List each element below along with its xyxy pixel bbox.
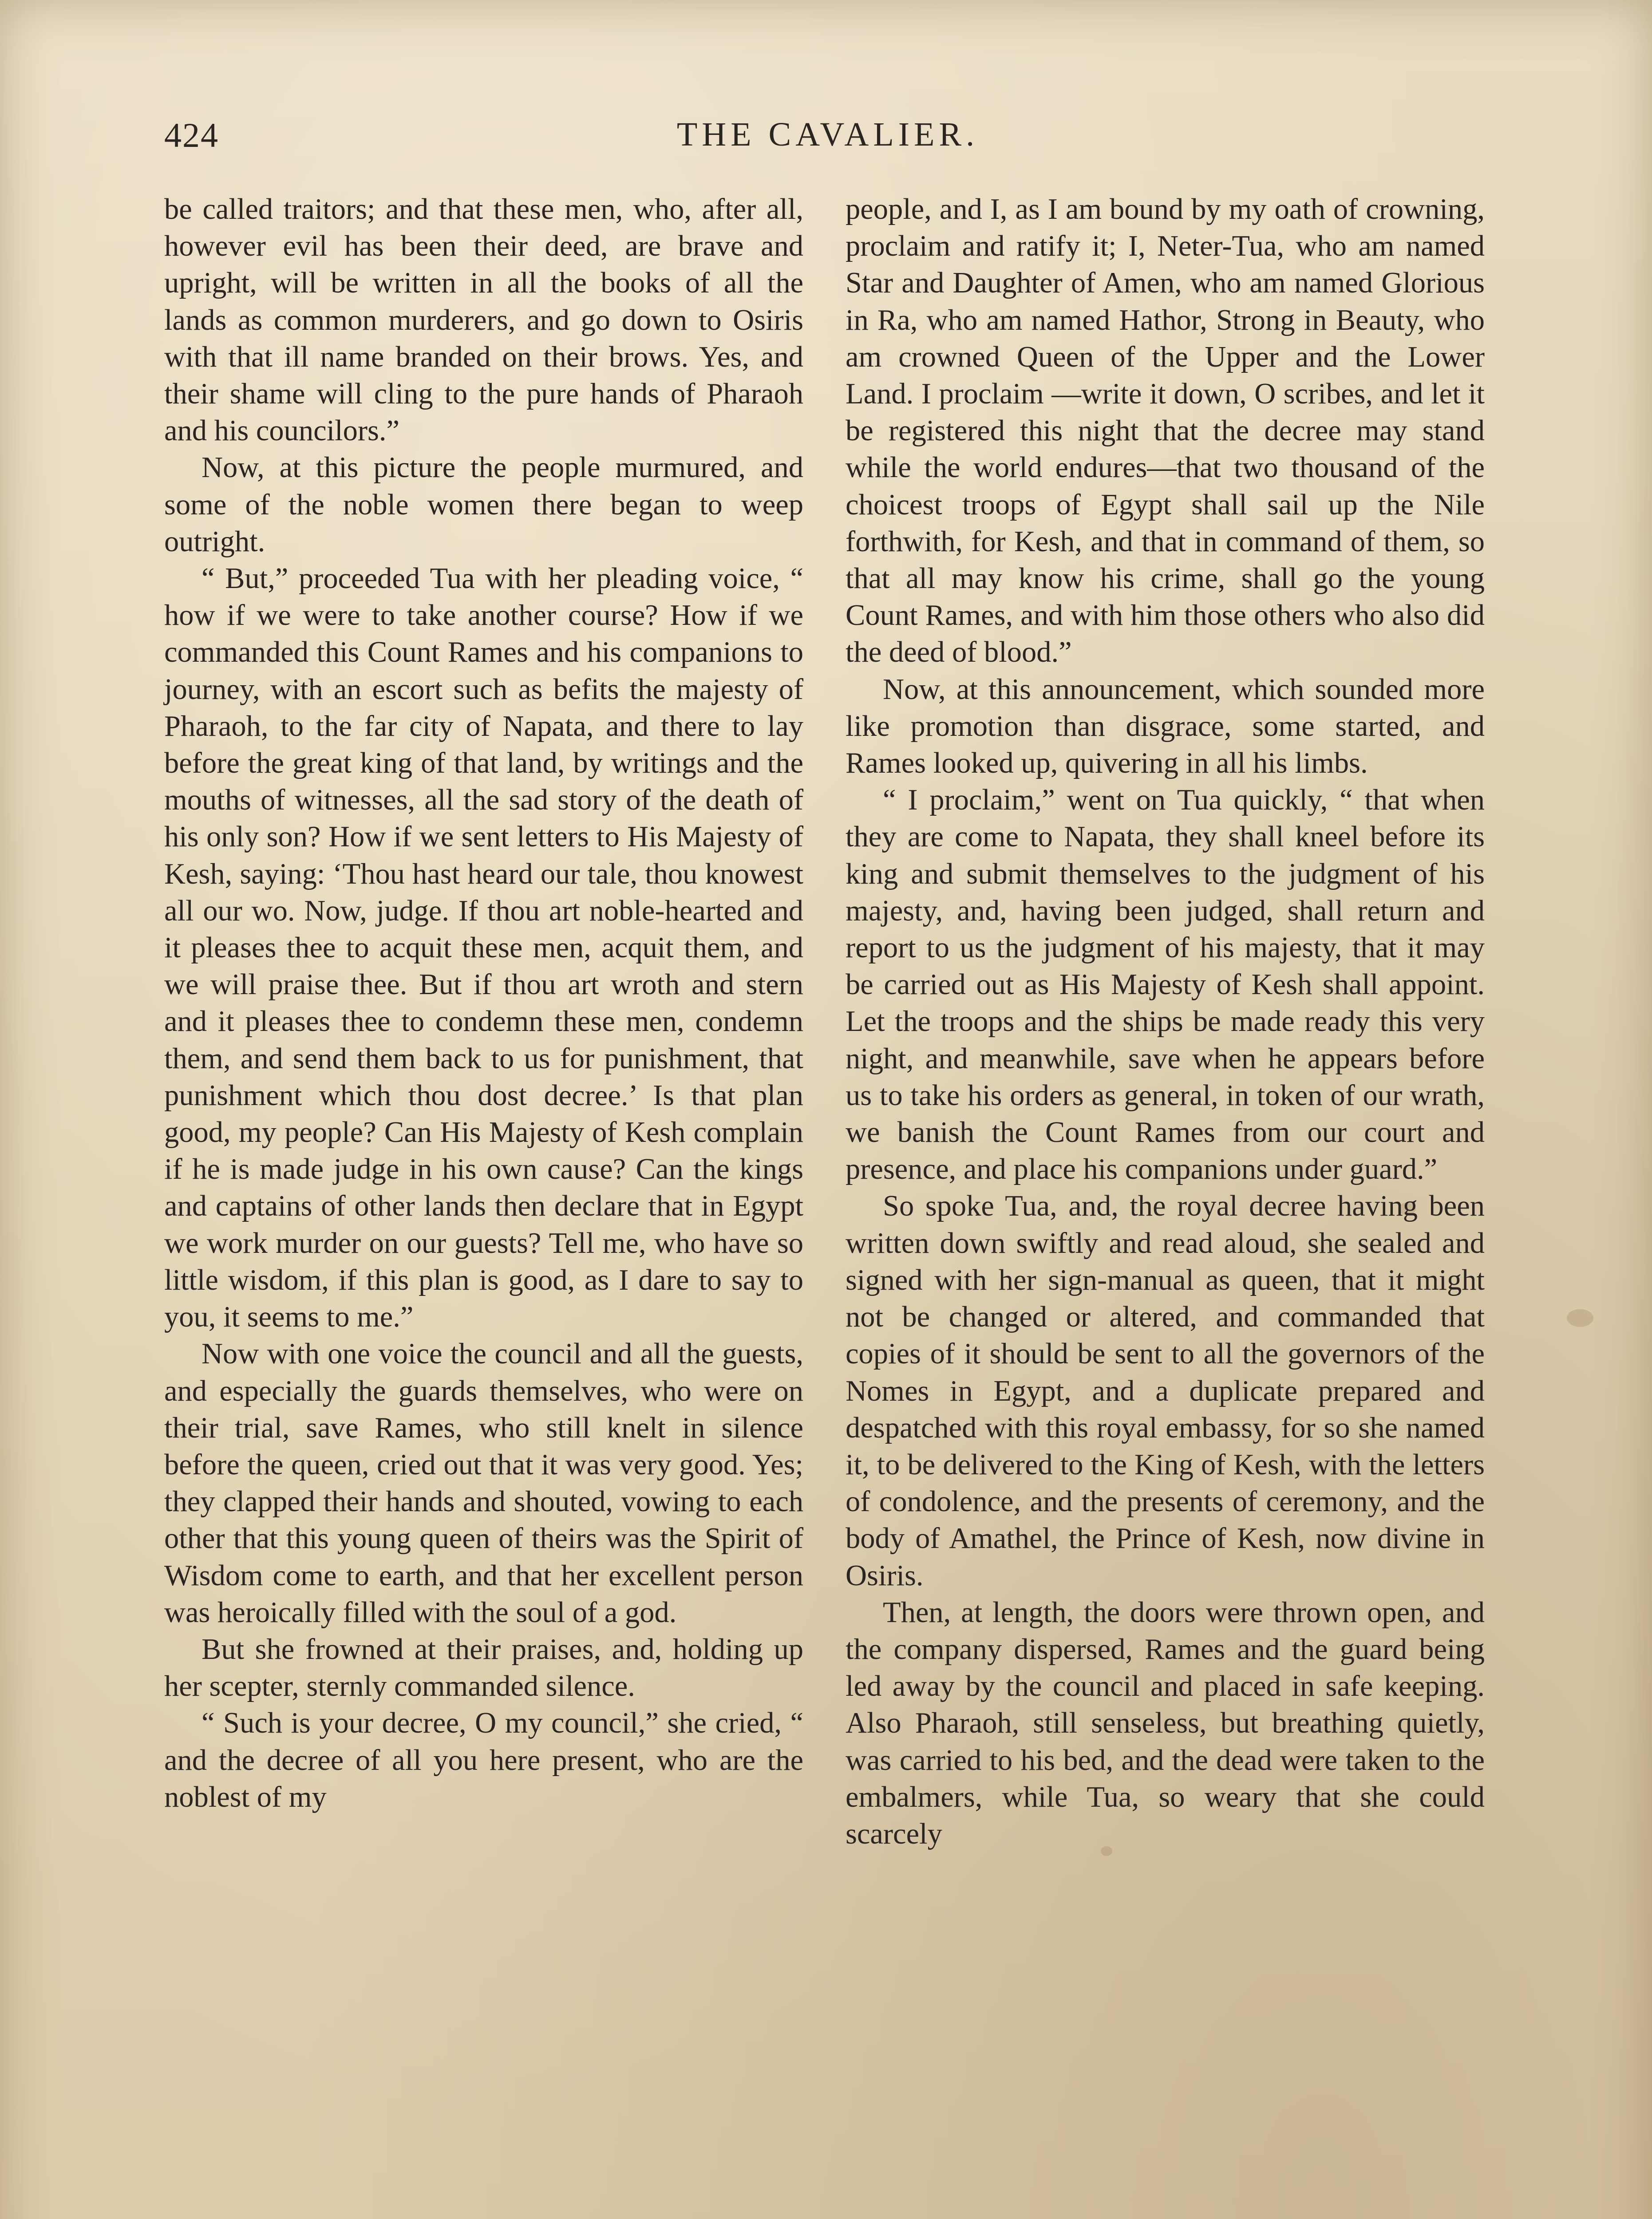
paragraph: Now, at this picture the people murmured, and some of the noble women there began to weep outright. [164,451,803,558]
paragraph: “ But,” proceeded Tua with her pleading voice, “ how if we were to take another course? How if we commanded this Count Rames and his companions to journey, with an escort such as befits the majesty of Pharaoh, to the far city of Napata, and there to lay before the great king of that land, by writings and the mouths of witnesses, all the sad story of the death of his only son? How if we sent letters to His Majesty of Kesh, saying: ‘Thou hast heard our tale, thou knowest all our wo. Now, judge. If thou art noble-hearted and it pleases thee to acquit these men, acquit them, and we will praise thee. But if thou art wroth and stern and it pleases thee to condemn these men, condemn them, and send them back to us for punishment, that punishment which thou dost decree.’ Is that plan good, my people? Can His Majesty of Kesh complain if he is made judge in his own cause? Can the kings and captains of other lands then declare that in Egypt we work murder on our guests? Tell me, who have so little wisdom, if this plan is good, as I dare to say to you, it seems to me.” [164,562,803,1334]
paragraph: people, and I, as I am bound by my oath of crowning, proclaim and ratify it; I, Neter-Tua, who am named Star and Daughter of Amen, who am named Glorious in Ra, who am named Hathor, Strong in Beauty, who am crowned Queen of the Upper and the Lower Land. I proclaim —write it down, O scribes, and let it be registered this night that the decree may stand while the world endures—that two thousand of the choicest troops of Egypt shall sail up the Nile forthwith, for Kesh, and that in command of them, so that all may know his crime, shall go the young Count Rames, and with him those others who also did the deed of blood.” [846,193,1485,669]
paragraph: “ I proclaim,” went on Tua quickly, “ that when they are come to Napata, they shall kneel before its king and submit themselves to the judgment of his majesty, and, having been judged, shall return and report to us the judgment of his majesty, that it may be carried out as His Majesty of Kesh shall appoint. Let the troops and the ships be made ready this very night, and meanwhile, save when he appears before us to take his orders as general, in token of our wrath, we banish the Count Rames from our court and presence, and place his companions under guard.” [846,784,1485,1186]
paragraph: be called traitors; and that these men, who, after all, however evil has been their deed, are brave and upright, will be written in all the books of all the lands as common murderers, and go down to Osiris with that ill name branded on their brows. Yes, and their shame will cling to the pure hands of Pharaoh and his councilors.” [164,193,803,447]
paragraph: But she frowned at their praises, and, holding up her scepter, sternly commanded silence. [164,1633,803,1703]
journal-title: THE CAVALIER. [676,116,979,153]
left-column [164,191,803,1816]
paragraph: Now with one voice the council and all the guests, and especially the guards themselves, who were on their trial, save Rames, who still knelt in silence before the queen, cried out that it was very good. Yes; they clapped their hands and shouted, vowing to each other that this young queen of theirs was the Spirit of Wisdom come to earth, and that her excellent person was heroically filled with the soul of a god. [164,1338,803,1629]
paragraph: Now, at this announcement, which sounded more like promotion than disgrace, some started, and Rames looked up, quivering in all his limbs. [846,673,1485,780]
paragraph: Then, at length, the doors were thrown open, and the company dispersed, Rames and the guard being led away by the council and placed in safe keeping. Also Pharaoh, still senseless, but breathing quietly, was carried to his bed, and the dead were taken to the embalmers, while Tua, so weary that she could scarcely [846,1596,1485,1850]
page-number: 424 [164,116,219,154]
paper-stain [1567,1309,1593,1327]
paragraph: So spoke Tua, and, the royal decree having been written down swiftly and read aloud, she sealed and signed with her sign-manual as queen, that it might not be changed or altered, and commanded that copies of it should be sent to all the governors of the Nomes in Egypt, and a duplicate prepared and despatched with this royal embassy, for so she named it, to be delivered to the King of Kesh, with the letters of condolence, and the presents of ceremony, and the body of Amathel, the Prince of Kesh, now divine in Osiris. [846,1190,1485,1592]
running-head [164,115,1491,169]
right-column [846,191,1485,1852]
paragraph: “ Such is your decree, O my council,” she cried, “ and the decree of all you here present, who are the noblest of my [164,1707,803,1813]
